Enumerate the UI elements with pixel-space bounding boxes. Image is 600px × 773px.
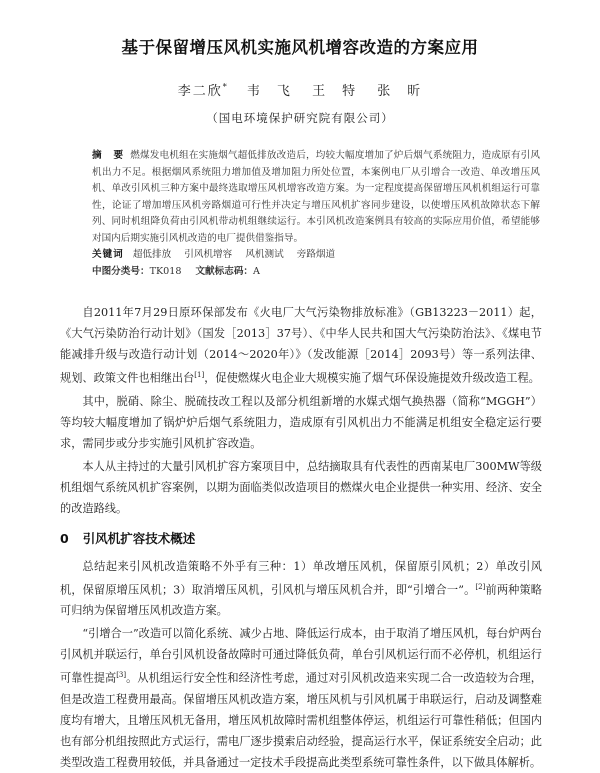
author-2 (247, 84, 292, 99)
paragraph (60, 391, 542, 454)
abstract-text: 燃煤发电机组在实施烟气超低排放改造后，均较大幅度增加了炉后烟气系统阻力，造成原有引风机出力不足。根据烟风系统阻力增加值及增加阻力所处位置，本案例电厂从引增合一改造、单改增压风机、单改引风机三种方案中最终选取增压风机增容改造方案。为一定程度提高保留增压风机机组运行可靠性，论证了增加增压风机旁路烟道可行性并决定与增压风机扩容同步建设，以使增压风机故障状态下解列、同时机组降负荷由引风机带动机组继续运行。本引风机改造案例具有较高的实际应用价值，希望能够对国内后期实施引风机改造的电厂提供借鉴指导。 (92, 150, 541, 244)
author-4 (377, 84, 422, 99)
author-3 (312, 84, 357, 99)
paragraph (60, 623, 542, 773)
body-text (60, 302, 542, 773)
paragraph-text: 其中，脱硝、除尘、脱硫技改工程以及部分机组新增的水媒式烟气换热器（简称“MGGH”）等均较大幅度增加了锅炉炉后烟气系统阻力，造成原有引风机出力不能满足机组安全稳定运行要求，需同步或分步实施引风机扩容改造。 (60, 394, 542, 450)
doc-value: A (253, 265, 260, 277)
author-name: 李二欣 (177, 84, 223, 99)
author-name: 韦 飞 (246, 84, 292, 99)
paragraph-tail: 前两种策略可归纳为保留增压风机改造方案。 (60, 583, 542, 618)
citation-ref: [1] (194, 371, 205, 379)
abstract-label: 摘 要 (92, 150, 125, 161)
author-name: 张 昕 (377, 84, 423, 99)
author-list (0, 80, 600, 99)
paper-title: 基于保留增压风机实施风机增容改造的方案应用 (121, 38, 479, 57)
section-heading (60, 528, 542, 549)
paragraph-text: 本人从主持过的大量引风机扩容方案项目中，总结摘取具有代表性的西南某电厂300MW等级机组烟气系统风机扩容案例，以期为面临类似改造项目的燃煤火电企业提供一种实用、经济、安全的改造路线。 (60, 459, 542, 515)
keywords-label: 关键词 (92, 249, 124, 260)
keywords-line (92, 247, 540, 264)
citation-ref: [2] (475, 582, 486, 591)
clc-code (92, 264, 181, 281)
clc-label: 中图分类号： (92, 265, 150, 277)
keyword: 旁路烟道 (296, 249, 336, 260)
paragraph-text: “引增合一”改造可以简化系统、减少占地、降低运行成本，由于取消了增压风机，每台炉两台引风机并联运行，单台引风机设备故障时可通过降低负荷，单台引风机运行而不必停机，机组运行可靠性提高 (60, 627, 542, 686)
paragraph (60, 556, 542, 622)
keyword: 风机测试 (245, 249, 284, 260)
affiliation: （国电环境保护研究院有限公司） (206, 111, 394, 125)
paragraph-text: 总结起来引风机改造策略不外乎有三种：1）单改增压风机，保留原引风机；2）单改引风机，保留原增压风机；3）取消增压风机，引风机与增压风机合并，即“引增合一”。 (60, 559, 542, 597)
paragraph-text: 自2011年7月29日原环保部发布《火电厂大气污染物排放标准》（GB13223－2011）起，《大气污染防治行动计划》（国发［2013］37号）、《中华人民共和国大气污染防治法》、《煤电节能减排升级与改造行动计划（2014～2020年）》（发改能源［2014］2093号）等一系列法律、规划、政策文件也相继出台 (60, 306, 542, 385)
citation-ref: [3] (116, 671, 127, 680)
abstract (92, 148, 540, 247)
author-1 (178, 84, 227, 99)
paragraph-tail: ，促使燃煤火电企业大规模实施了烟气环保设施提效升级改造工程。 (204, 371, 540, 385)
clc-value: TK018 (149, 265, 182, 277)
doc-code (195, 264, 260, 281)
paragraph-tail: 。从机组运行安全性和经济性考虑，通过对引风机改造来实现二合一改造较为合理，但是改造工程费用最高。保留增压风机改造方案，增压风机与引风机属于串联运行，启动及调整难度均有增大，且增压风机无备用，增压风机故障时需机组整体停运，机组运行可靠性稍低；但国内也有部分机组按照此方式运行，需电厂逐步摸索启动经验，提高运行水平，保证系统安全启动；此类型改造工程费用较低，并具备通过一定技术手段提高此类型系统可靠性条件，以下做具体解析。 (60, 672, 542, 770)
paragraph (60, 456, 542, 519)
keyword: 引风机增容 (184, 249, 233, 260)
doc-label: 文献标志码： (195, 265, 254, 277)
author-name: 王 特 (312, 84, 358, 99)
author-mark: * (222, 82, 227, 92)
section-title: 引风机扩容技术概述 (82, 530, 196, 546)
paragraph (60, 302, 542, 389)
classification-line (92, 264, 540, 281)
abstract-block (92, 148, 540, 280)
section-number: 0 (60, 530, 69, 546)
keyword: 超低排放 (132, 249, 172, 260)
